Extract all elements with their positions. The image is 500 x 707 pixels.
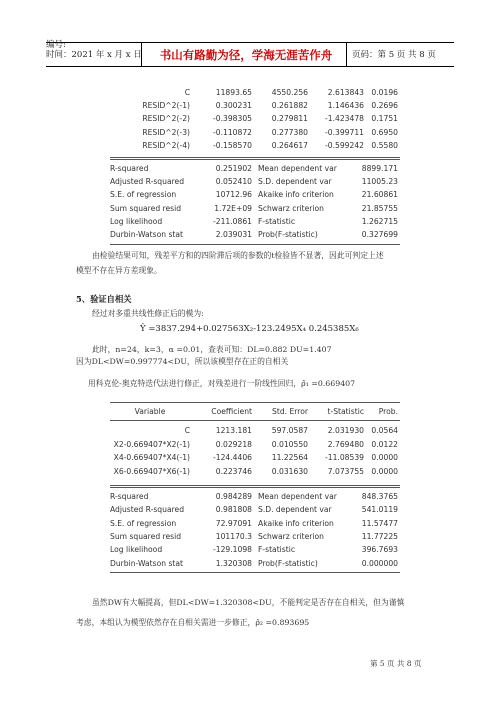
- cell-rv: 848.3765: [361, 492, 398, 501]
- stats-row: [110, 558, 400, 570]
- cell-p: 0.0000: [371, 466, 398, 476]
- cell-lv: -129.1098: [213, 545, 252, 555]
- cell-l: Durbin-Watson stat: [110, 230, 184, 239]
- stats-row: [110, 518, 400, 530]
- model-intro: 经过对多重共线性修正后的模为:: [92, 309, 204, 318]
- final-line: 考虑，本组认为模型依然存在自相关需进一步修正，ρ̂₂ =0.893695: [76, 618, 310, 627]
- cell-t: 2.031930: [327, 426, 364, 435]
- cell-t: 1.146436: [327, 101, 364, 111]
- cell-name: RESID^2(-4): [142, 140, 190, 150]
- header-bottom-rule: [46, 66, 454, 67]
- table-rule: [110, 402, 400, 403]
- cell-p: 0.1751: [371, 114, 398, 124]
- cell-name: C: [184, 88, 190, 97]
- cell-l: S.E. of regression: [110, 518, 177, 528]
- cell-p: 0.5580: [371, 140, 398, 150]
- cell-t: 2.613843: [327, 88, 364, 97]
- cell-l: Log likelihood: [110, 216, 163, 226]
- cell-rv: 396.7693: [361, 545, 398, 555]
- cell-l: R-squared: [110, 492, 149, 501]
- regression-table-arch: [110, 85, 400, 245]
- cell-name: X4-0.669407*X4(-1): [113, 453, 190, 462]
- cell-l: S.E. of regression: [110, 190, 177, 200]
- table-row: [110, 140, 400, 152]
- cell-rv: 8899.171: [361, 164, 398, 173]
- cell-coef: 1213.181: [215, 426, 252, 435]
- cell-lv: 0.052410: [215, 177, 252, 187]
- stats-row: [110, 189, 400, 201]
- cell-name: X2-0.669407*X2(-1): [113, 439, 190, 449]
- cell-l: Log likelihood: [110, 545, 163, 555]
- cell-lv: 2.039031: [215, 230, 252, 239]
- header-top-rule: [46, 42, 454, 43]
- cell-rv: 541.0119: [361, 505, 398, 515]
- cell-t: 7.073755: [327, 466, 364, 476]
- cell-coef: -0.158570: [213, 140, 252, 150]
- cell-r: F-statistic: [258, 545, 296, 555]
- cell-rv: 1.262715: [361, 216, 398, 226]
- cell-p: 0.2696: [371, 101, 398, 111]
- page-footer: 第 5 页 共 8 页: [370, 659, 422, 668]
- cell-se: 0.031630: [271, 466, 308, 476]
- cell-name: RESID^2(-3): [142, 127, 190, 137]
- cell-coef: -0.110872: [213, 127, 252, 137]
- cell-l: Adjusted R-squared: [110, 505, 185, 515]
- table-row: [110, 425, 400, 437]
- table-row: [110, 100, 400, 112]
- cell-lv: 1.72E+09: [214, 203, 252, 213]
- table-row: [110, 87, 400, 99]
- cell-l: R-squared: [110, 164, 149, 173]
- cell-t: -0.599242: [325, 140, 364, 150]
- cell-name: RESID^2(-2): [142, 114, 190, 124]
- cell-t: 2.769480: [327, 439, 364, 449]
- cell-l: Sum squared resid: [110, 203, 182, 213]
- stats-row: [110, 203, 400, 215]
- cell-coef: 0.300231: [215, 101, 252, 111]
- cell-lv: 72.97091: [215, 518, 252, 528]
- section-title: 5、验证自相关: [76, 294, 132, 304]
- stats-row: [110, 163, 400, 175]
- table-row: [110, 452, 400, 464]
- header-time-label: 时间：2021 年 x 月 x 日: [46, 50, 142, 60]
- cell-r: Prob(F-statistic): [258, 230, 318, 239]
- table-rule: [110, 485, 400, 488]
- cell-t: t-Statistic: [327, 407, 364, 416]
- table-row: [110, 466, 400, 478]
- cell-r: S.D. dependent var: [258, 177, 332, 187]
- stats-row: [110, 176, 400, 188]
- dw-line: 因为DL<DW=0.997774<DU，所以该模型存在正的自相关: [76, 357, 289, 366]
- stats-row: [110, 216, 400, 228]
- regression-table-cochrane: [110, 400, 400, 584]
- cell-p: 0.0000: [371, 453, 398, 462]
- cell-r: Akaike info criterion: [258, 190, 334, 200]
- cell-rv: 11005.23: [361, 177, 398, 187]
- cell-se: 0.279811: [271, 114, 308, 124]
- cell-name: RESID^2(-1): [142, 101, 190, 111]
- stats-row: [110, 544, 400, 556]
- cell-se: 0.264617: [271, 140, 308, 150]
- cell-rv: 0.000000: [361, 558, 398, 568]
- header-number-label: 编号:: [46, 40, 66, 50]
- cell-r: S.D. dependent var: [258, 505, 332, 515]
- cell-r: Mean dependent var: [258, 492, 337, 501]
- cell-l: Adjusted R-squared: [110, 177, 185, 187]
- stats-row: [110, 491, 400, 503]
- cell-r: Akaike info criterion: [258, 518, 334, 528]
- cell-p: Prob.: [378, 407, 398, 416]
- table-row: [110, 113, 400, 125]
- stats-row: [110, 229, 400, 241]
- cell-r: Schwarz criterion: [258, 203, 324, 213]
- cell-lv: 0.984289: [215, 492, 252, 501]
- header-divider-right: [346, 42, 347, 66]
- cell-coef: -0.398305: [213, 114, 252, 124]
- table-rule: [110, 572, 400, 573]
- cell-l: Durbin-Watson stat: [110, 558, 184, 568]
- header-motto: 书山有路勤为径，学海无涯苦作舟: [159, 48, 333, 62]
- cell-se: 0.261882: [271, 101, 308, 111]
- cell-se: Std. Error: [272, 407, 308, 416]
- cell-r: Prob(F-statistic): [258, 558, 318, 568]
- cell-p: 0.0196: [371, 88, 398, 97]
- cell-se: 0.277380: [271, 127, 308, 137]
- cell-p: 0.0122: [371, 439, 398, 449]
- cell-r: Mean dependent var: [258, 164, 337, 173]
- cell-name: C: [184, 426, 190, 435]
- cell-coef: 0.223746: [215, 466, 252, 476]
- cell-se: 0.010550: [271, 439, 308, 449]
- stats-row: [110, 531, 400, 543]
- cell-se: 4550.256: [271, 88, 308, 97]
- table-row: [110, 127, 400, 139]
- stats-row: [110, 504, 400, 516]
- cell-lv: 0.981808: [215, 505, 252, 515]
- cochrane-line: 用科克伦-奥克特迭代法进行修正，对残差进行一阶线性回归，ρ̂₁ =0.669407: [88, 379, 356, 388]
- cell-coef: -124.4406: [213, 453, 252, 462]
- cell-t: -11.08539: [325, 453, 364, 462]
- conclusion-line: 模型不存在异方差现象。: [76, 266, 162, 275]
- cell-lv: -211.0861: [213, 216, 252, 226]
- table-rule: [110, 420, 400, 421]
- cell-name: X6-0.669407*X6(-1): [113, 466, 190, 476]
- cell-lv: 10712.96: [215, 190, 252, 200]
- cell-rv: 11.77225: [361, 531, 398, 541]
- dw-line: 此时，n=24，k=3，α =0.01，查表可知：DL=0.882 DU=1.407: [92, 345, 332, 354]
- cell-rv: 21.85755: [361, 203, 398, 213]
- cell-l: Sum squared resid: [110, 531, 182, 541]
- cell-coef: 0.029218: [215, 439, 252, 449]
- table-row: [110, 439, 400, 451]
- cell-lv: 101170.3: [215, 531, 252, 541]
- cell-rv: 0.327699: [361, 230, 398, 239]
- final-line: 虽然DW有大幅提高，但DL<DW=1.320308<DU，不能判定是否存在自相关，但为谨慎: [92, 598, 405, 607]
- cell-rv: 21.60861: [361, 190, 398, 200]
- cell-t: -1.423478: [325, 114, 364, 124]
- cell-t: -0.399711: [325, 127, 364, 137]
- cell-name: Variable: [134, 407, 166, 416]
- table-rule: [110, 157, 400, 160]
- conclusion-line: 由检验结果可知，残差平方和的四阶滞后项的参数的t检验皆不显著，因此可判定上述: [92, 251, 384, 260]
- table-rule: [110, 244, 400, 245]
- cell-rv: 11.57477: [361, 518, 398, 528]
- cell-coef: 11893.65: [215, 88, 252, 97]
- cell-lv: 1.320308: [215, 558, 252, 568]
- table-header: [110, 406, 400, 418]
- model-equation: Ŷ =3837.294+0.027563X₂-123.2495X₄ 0.245385X₆: [140, 324, 359, 334]
- cell-r: F-statistic: [258, 216, 296, 226]
- cell-coef: Coefficient: [211, 407, 252, 416]
- cell-p: 0.0564: [371, 426, 398, 435]
- cell-lv: 0.251902: [215, 164, 252, 173]
- cell-se: 597.0587: [271, 426, 308, 435]
- cell-se: 11.22564: [271, 453, 308, 462]
- cell-r: Schwarz criterion: [258, 531, 324, 541]
- header-page-label: 页码：第 5 页 共 8 页: [352, 50, 436, 60]
- cell-p: 0.6950: [371, 127, 398, 137]
